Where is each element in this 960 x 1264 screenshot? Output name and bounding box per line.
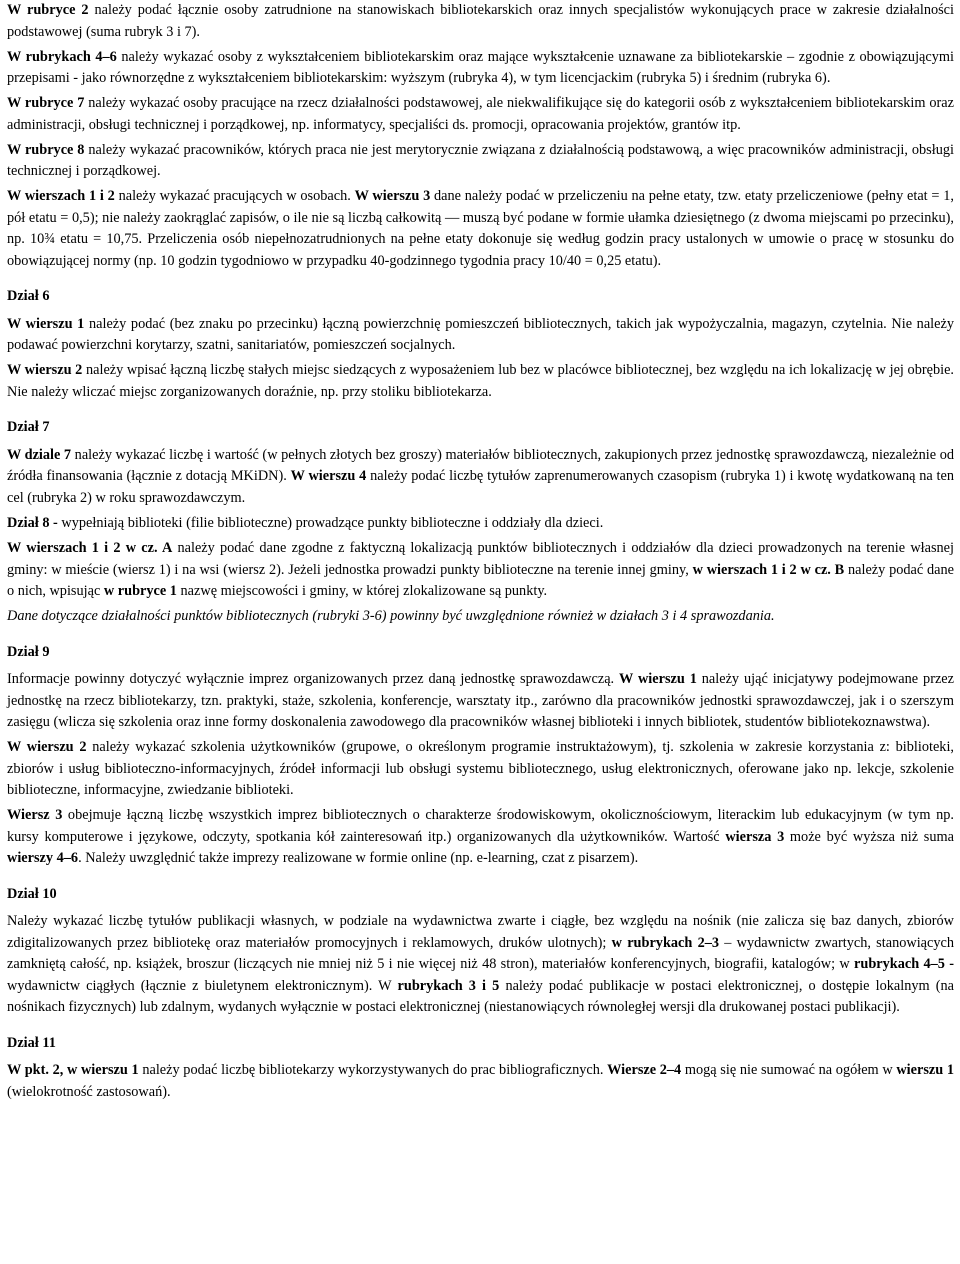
section-heading-dzial-6	[7, 286, 954, 308]
bold-text-run: rubrykach 3 i 5	[397, 977, 500, 994]
text-run: należy podać (bez znaku po przecinku) łączną powierzchnię pomieszczeń bibliotecznych, takich jak wypożyczalnia, magazyn, czytelnia. Nie należy podawać powierzchni korytarzy, szatni, sanitariatów, pomieszczeń socjalnych.	[7, 315, 954, 354]
bold-text-run: Dział 9	[7, 643, 50, 660]
paragraph-dzial-6-wiersz-1	[7, 314, 954, 357]
paragraph-dzial-6-wiersz-2	[7, 360, 954, 403]
paragraph-rubryki-4-6	[7, 47, 954, 90]
bold-text-run: w rubrykach 2–3	[611, 934, 720, 951]
text-run: mogą się nie sumować na ogółem w	[681, 1062, 897, 1079]
bold-text-run: W wierszu 4	[290, 468, 367, 485]
text-run: należy podać dane o nich, wpisując	[7, 561, 954, 600]
bold-text-run: W wierszu 1	[619, 671, 697, 688]
bold-text-run: W rubrykach 4–6	[7, 48, 117, 65]
bold-text-run: W pkt. 2, w wierszu 1	[7, 1062, 139, 1079]
text-run: należy wpisać łączną liczbę stałych miejsc siedzących z wyposażeniem lub bez w placówce bibliotecznej, bez względu na ich lokalizację w jej obrębie. Nie należy wliczać miejsc zorganizowanych doraźnie, np. przy stoliku bibliotekarza.	[7, 362, 954, 400]
text-run: . Należy uwzględnić także imprezy realizowane w formie online (np. e-learning, czat z pisarzem).	[78, 850, 639, 867]
bold-text-run: W rubryce 2	[7, 2, 89, 18]
bold-text-run: Wiersz 3	[7, 807, 63, 824]
section-heading-dzial-10	[7, 884, 954, 906]
bold-text-run: Dział 11	[7, 1034, 56, 1051]
text-run: należy podać liczbę tytułów zaprenumerowanych czasopism (rubryka 1) i kwotę wydatkowaną na ten cel (rubryka 2) w roku sprawozdawczym.	[7, 468, 955, 506]
bold-text-run: Dział 6	[7, 288, 50, 305]
section-heading-dzial-11	[7, 1033, 954, 1055]
paragraph-rubryka-8	[7, 140, 954, 183]
text-run: należy ująć inicjatywy podejmowane przez jednostkę na rzecz bibliotekarzy, tzn. praktyki, staże, szkolenia, konferencje, warsztaty itp., zarówno dla pracowników jednostki sprawozdawczej, jak i o szerszym zasięgu (wlicza się szkolenia oraz inne formy doskonalenia zawodowego dla pracowników własnej biblioteki i innych bibliotek, studentów bibliotekoznawstwa).	[7, 671, 954, 731]
bold-text-run: W dziale 7	[7, 446, 72, 463]
paragraph-dzial-7	[7, 445, 954, 510]
text-run: należy wykazać szkolenia użytkowników (grupowe, o określonym programie instruktażowym), tj. szkolenia w zakresie korzystania z: biblioteki, zbiorów i usług biblioteczno-informacyjnych, źródeł informacji lub obsługi systemu bibliotecznego, usług elektronicznych, oferowane jako np. lekcje, szkolenie biblioteczne, informacyjne, zwiedzanie biblioteki.	[7, 739, 954, 799]
paragraph-dzial-9-wiersz-2	[7, 737, 954, 802]
bold-text-run: wierszy 4–6	[7, 850, 79, 867]
section-heading-dzial-7	[7, 417, 954, 439]
bold-text-run: W wierszu 2	[7, 739, 87, 756]
bold-text-run: Wiersze 2–4	[607, 1062, 682, 1079]
bold-text-run: w rubryce 1	[103, 583, 177, 600]
text-run: wypełniają biblioteki (filie biblioteczne) prowadzące punkty biblioteczne i oddziały dla dzieci.	[57, 515, 604, 532]
text-run: (wielokrotność zastosowań).	[7, 1083, 171, 1100]
text-run: należy wykazać pracujących w osobach.	[114, 188, 355, 205]
text-run: należy podać dane zgodne z faktyczną lokalizacją punktów bibliotecznych i oddziałów dla dzieci prowadzonych na terenie własnej gminy: w mieście (wiersz 1) i na wsi (wiersz 2). Jeżeli jednostka prowadzi punkty biblioteczne na terenie innej gminy,	[7, 540, 955, 578]
bold-text-run: wierszu 1	[896, 1062, 955, 1079]
text-run: wydawnictw ciągłych (łącznie z biuletynem elektronicznym). W	[7, 977, 398, 994]
paragraph-dzial-8	[7, 513, 954, 535]
text-run: należy wykazać liczbę i wartość (w pełnych złotych bez groszy) materiałów bibliotecznych, zakupionych przez jednostkę sprawozdawczą, niezależnie od źródła finansowania (łącznie z dotacją MKiDN).	[7, 446, 954, 485]
paragraph-rubryka-7	[7, 93, 954, 136]
text-run: należy podać publikacje w postaci elektronicznej, o dostępie lokalnym (na nośnikach fizycznych) lub zdalnym, wydanych wyłącznie w postaci elektronicznej (niestanowiących równoległej wersji dla drukowanej postaci publikacji).	[7, 977, 954, 1016]
bold-text-run: W wierszu 3	[354, 188, 431, 205]
paragraph-dzial-8-note	[7, 606, 954, 628]
italic-text-run: Dane dotyczące działalności punktów bibliotecznych (rubryki 3-6) powinny być uwzględnione również w działach 3 i 4 sprawozdania.	[7, 608, 775, 625]
text-run: – wydawnictw zwartych, stanowiących zamkniętą całość, np. książek, broszur (liczących nie mniej niż 5 i nie więcej niż 48 stron), materiałów konferencyjnych, biografii, katalogów; w	[7, 934, 954, 973]
bold-text-run: w wierszach 1 i 2 w cz. B	[692, 561, 845, 578]
paragraph-rubryka-2	[7, 0, 954, 43]
text-run: nazwę miejscowości i gminy, w której zlokalizowane są punkty.	[176, 583, 548, 600]
bold-text-run: W wierszu 2	[7, 362, 83, 379]
text-run: może być wyższa niż suma	[784, 828, 954, 845]
bold-text-run: W wierszu 1	[7, 315, 85, 332]
text-run: obejmuje łączną liczbę wszystkich imprez bibliotecznych o charakterze środowiskowym, okolicznościowym, literackim lub edukacyjnym (w tym np. kursy komputerowe i językowe, odczyty, spotkania kół zainteresowań itp.) organizowanych dla użytkowników. Wartość	[7, 807, 954, 845]
text-run: należy wykazać pracowników, których praca nie jest merytorycznie związana z działalnością podstawową, a więc pracowników administracji, obsługi technicznej i porządkowej.	[7, 141, 954, 180]
paragraph-wiersze-1-3	[7, 186, 954, 272]
bold-text-run: W wierszach 1 i 2 w cz. A	[7, 540, 173, 557]
bold-text-run: Dział 10	[7, 885, 57, 902]
bold-text-run: W wierszach 1 i 2	[7, 188, 115, 205]
bold-text-run: wiersza 3	[725, 828, 785, 845]
paragraph-dzial-9-intro	[7, 669, 954, 734]
text-run: należy podać łącznie osoby zatrudnione na stanowiskach bibliotekarskich oraz innych specjalistów wykonujących prace w zakresie działalności podstawowej (suma rubryk 3 i 7).	[7, 2, 954, 40]
bold-text-run: rubrykach 4–5 -	[854, 956, 955, 973]
text-run: należy wykazać osoby pracujące na rzecz działalności podstawowej, ale niekwalifikujące się do kategorii osób z wykształceniem bibliotekarskim oraz administracji, obsługi technicznej i porządkowej, np. informatycy, specjaliści ds. promocji, opracowania projektów, grantów itp.	[7, 95, 954, 133]
text-run: należy wykazać osoby z wykształceniem bibliotekarskim oraz mające wykształcenie uznawane za bibliotekarskie – zgodnie z obowiązującymi przepisami - jako równorzędne z wykształceniem bibliotekarskim: wyższym (rubryka 4), w tym licencjackim (rubryka 5) i średnim (rubryka 6).	[7, 48, 954, 87]
bold-text-run: Dział 7	[7, 419, 50, 436]
paragraph-dzial-9-wiersz-3	[7, 805, 954, 870]
text-run: Informacje powinny dotyczyć wyłącznie imprez organizowanych przez daną jednostkę sprawozdawczą.	[7, 671, 620, 688]
bold-text-run: W rubryce 7	[7, 95, 85, 112]
bold-text-run: Dział 8 -	[7, 515, 58, 532]
text-run: dane należy podać w przeliczeniu na pełne etaty, tzw. etaty przeliczeniowe (pełny etat = 1, pół etatu = 0,5); nie należy zaokrąglać zapisów, o ile nie są liczbą całkowitą — muszą być podane w formie ułamka dziesiętnego (z dwoma miejscami po przecinku), np. 10¾ etatu = 10,75. Przeliczenia osób niepełnozatrudnionych na pełne etaty dokonuje się według godzin pracy ustalonych w umowie o pracę w stosunku do obowiązującej normy (np. 10 godzin tygodniowo w przypadku 40-godzinnego tygodnia pracy 10/40 = 0,25 etatu).	[7, 188, 954, 269]
text-run: należy podać liczbę bibliotekarzy wykorzystywanych do prac bibliograficznych.	[138, 1062, 608, 1079]
paragraph-dzial-10	[7, 911, 954, 1019]
text-run: Należy wykazać liczbę tytułów publikacji własnych, w podziale na wydawnictwa zwarte i ciągłe, bez względu na nośnik (nie zalicza się baz danych, zbiorów zdigitalizowanych przez bibliotekę oraz materiałów promocyjnych i reklamowych, druków ulotnych);	[7, 913, 954, 951]
paragraph-dzial-8-wiersze	[7, 538, 954, 603]
paragraph-dzial-11	[7, 1060, 954, 1103]
bold-text-run: W rubryce 8	[7, 141, 85, 158]
section-heading-dzial-9	[7, 642, 954, 664]
